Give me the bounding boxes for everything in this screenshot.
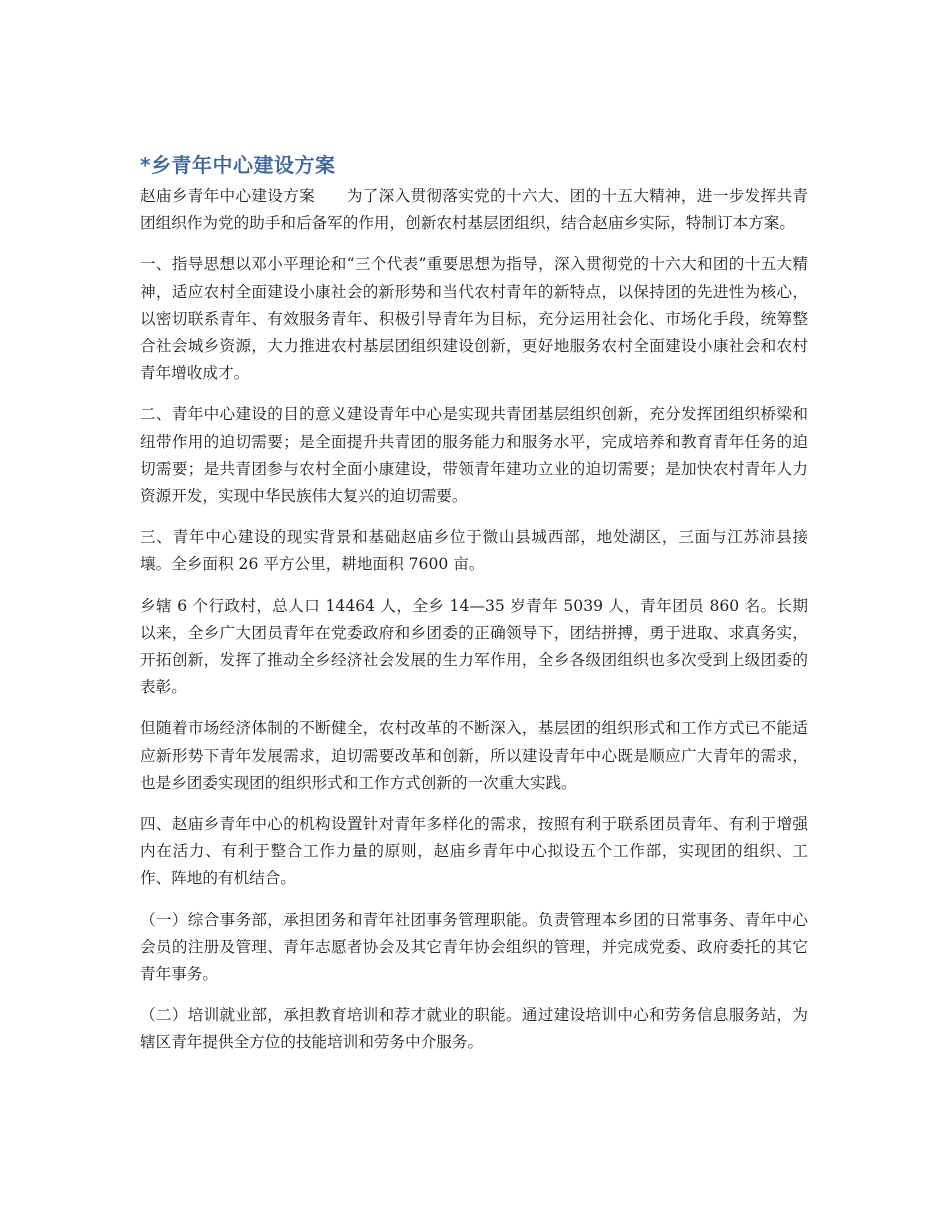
paragraph-intro: 赵庙乡青年中心建设方案 为了深入贯彻落实党的十六大、团的十五大精神，进一步发挥共青团组织作为党的助手和后备军的作用，创新农村基层团组织，结合赵庙乡实际，特制订本方案。 (140, 187, 808, 233)
document-title: *乡青年中心建设方案 (140, 153, 336, 177)
paragraph-reform: 但随着市场经济体制的不断健全，农村改革的不断深入，基层团的组织形式和工作方式已不能适应新形势下青年发展需求，迫切需要改革和创新，所以建设青年中心既是顺应广大青年的需求，也是乡团委实现团的组织形式和工作方式创新的一次重大实践。 (140, 719, 808, 792)
document-page (140, 150, 808, 1071)
paragraph-structure: 四、赵庙乡青年中心的机构设置针对青年多样化的需求，按照有利于联系团员青年、有利于增强内在活力、有利于整合工作力量的原则，赵庙乡青年中心拟设五个工作部，实现团的组织、工作、阵地的有机结合。 (140, 815, 808, 888)
paragraph-purpose: 二、青年中心建设的目的意义建设青年中心是实现共青团基层组织创新，充分发挥团组织桥梁和纽带作用的迫切需要；是全面提升共青团的服务能力和服务水平，完成培养和教育青年任务的迫切需要；是共青团参与农村全面小康建设，带领青年建功立业的迫切需要；是加快农村青年人力资源开发，实现中华民族伟大复兴的迫切需要。 (140, 405, 808, 506)
paragraph-guiding-ideology: 一、指导思想以邓小平理论和“三个代表”重要思想为指导，深入贯彻党的十六大和团的十五大精神，适应农村全面建设小康社会的新形势和当代农村青年的新特点，以保持团的先进性为核心，以密切联系青年、有效服务青年、积极引导青年为目标，充分运用社会化、市场化手段，统筹整合社会城乡资源，大力推进农村基层团组织建设创新，更好地服务农村全面建设小康社会和农村青年增收成才。 (140, 255, 808, 383)
paragraph-general-affairs: （一）综合事务部，承担团务和青年社团事务管理职能。负责管理本乡团的日常事务、青年中心会员的注册及管理、青年志愿者协会及其它青年协会组织的管理，并完成党委、政府委托的其它青年事务。 (140, 910, 808, 984)
paragraph-training-employment: （二）培训就业部，承担教育培训和荐才就业的职能。通过建设培训中心和劳务信息服务站，为辖区青年提供全方位的技能培训和劳务中介服务。 (140, 1006, 808, 1052)
paragraph-background: 三、青年中心建设的现实背景和基础赵庙乡位于微山县城西部，地处湖区，三面与江苏沛县接壤。全乡面积 26 平方公里，耕地面积 7600 亩。 (140, 528, 808, 574)
paragraph-population: 乡辖 6 个行政村，总人口 14464 人，全乡 14—35 岁青年 5039 人，青年团员 860 名。长期以来，全乡广大团员青年在党委政府和乡团委的正确领导下，团结拼搏，勇于进取、求真务实，开拓创新，发挥了推动全乡经济社会发展的生力军作用，全乡各级团组织也多次受到上级团委的表彰。 (140, 596, 808, 697)
